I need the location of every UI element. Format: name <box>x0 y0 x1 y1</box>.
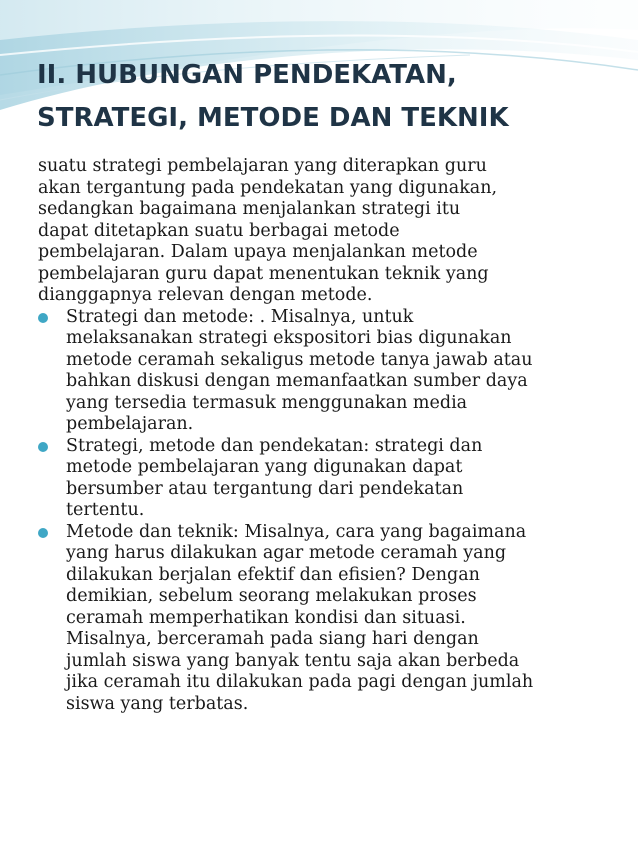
bullet-line: bersumber atau tergantung dari pendekatan <box>66 478 464 499</box>
bullet-dot-icon <box>38 313 48 323</box>
bullet-line: tertentu. <box>66 500 145 520</box>
bullet-line: demikian, sebelum seorang melakukan proses <box>66 586 477 606</box>
bullet-line: yang harus dilakukan agar metode ceramah yang <box>66 543 507 563</box>
bullet-line: pembelajaran. <box>66 414 194 434</box>
bullet-item-metode-teknik <box>38 522 608 716</box>
bullet-line: jika ceramah itu dilakukan pada pagi dengan jumlah <box>66 672 534 692</box>
bullet-line: dilakukan berjalan efektif dan efisien? Dengan <box>66 564 480 585</box>
bullet-line: metode pembelajaran yang digunakan dapat <box>66 457 463 477</box>
bullet-dot-icon <box>38 442 48 452</box>
bullet-line: yang tersedia termasuk menggunakan media <box>66 392 468 413</box>
bullet-line: ceramah memperhatikan kondisi dan situasi. <box>66 607 466 628</box>
intro-line: suatu strategi pembelajaran yang diterapkan guru <box>38 156 487 176</box>
bullet-line: siswa yang terbatas. <box>66 693 249 714</box>
bullet-line: metode ceramah sekaligus metode tanya jawab atau <box>66 349 533 370</box>
bullet-line: Misalnya, berceramah pada siang hari dengan <box>66 629 479 649</box>
bullet-line: Strategi, metode dan pendekatan: strategi dan <box>66 435 483 456</box>
slide-body <box>38 156 608 715</box>
bullet-item-strategi-metode-pendekatan <box>38 436 608 522</box>
title-line-2: STRATEGI, METODE DAN TEKNIK <box>37 103 509 133</box>
intro-line: dianggapnya relevan dengan metode. <box>38 285 373 305</box>
bullet-dot-icon <box>38 528 48 538</box>
intro-line: pembelajaran guru dapat menentukan teknik yang <box>38 263 489 284</box>
bullet-line: melaksanakan strategi ekspositori bias digunakan <box>66 328 512 348</box>
intro-line: sedangkan bagaimana menjalankan strategi itu <box>38 199 461 219</box>
bullet-line: jumlah siswa yang banyak tentu saja akan berbeda <box>66 650 520 671</box>
intro-line: dapat ditetapkan suatu berbagai metode <box>38 220 400 241</box>
intro-line: akan tergantung pada pendekatan yang digunakan, <box>38 177 498 198</box>
page-title <box>37 54 627 140</box>
intro-line: pembelajaran. Dalam upaya menjalankan metode <box>38 242 478 262</box>
intro-paragraph <box>38 156 608 307</box>
bullet-item-strategi-metode <box>38 307 608 436</box>
bullet-line: bahkan diskusi dengan memanfaatkan sumber daya <box>66 371 528 391</box>
bullet-line: Strategi dan metode: . Misalnya, untuk <box>66 306 414 327</box>
title-line-1: II. HUBUNGAN PENDEKATAN, <box>37 60 457 90</box>
bullet-line: Metode dan teknik: Misalnya, cara yang bagaimana <box>66 521 527 542</box>
